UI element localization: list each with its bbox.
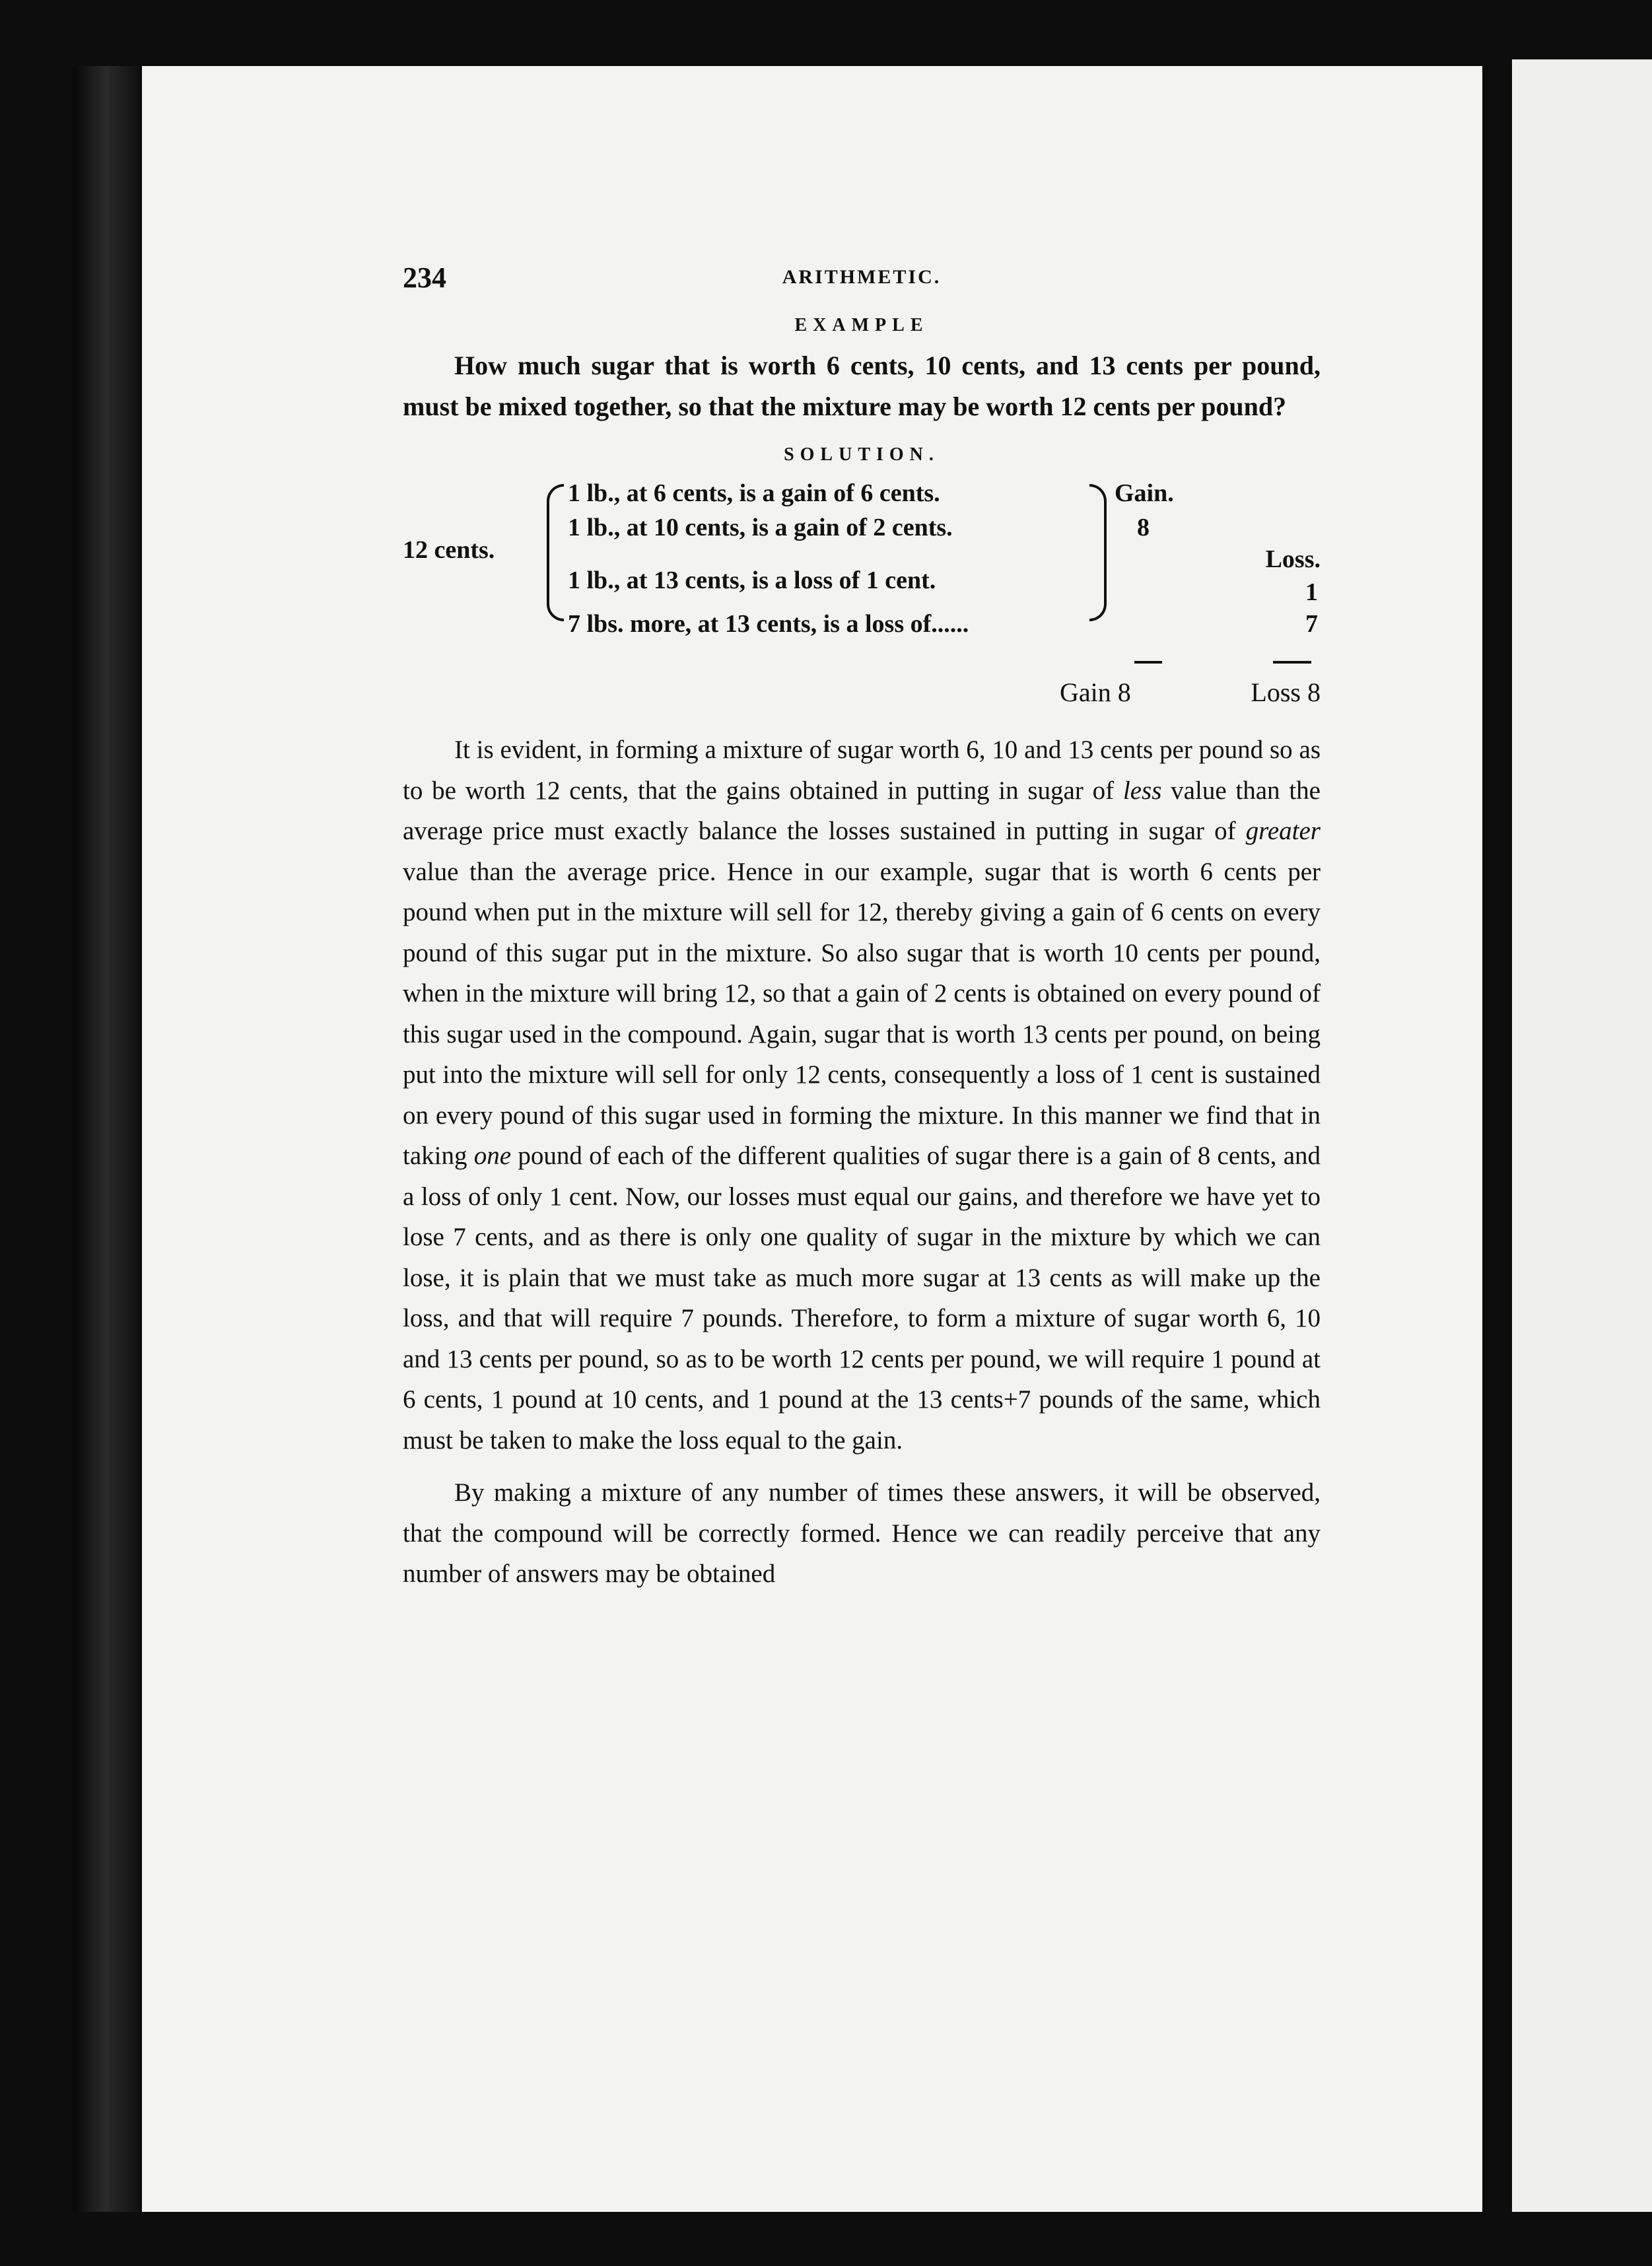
paragraph-1-part-4: pound of each of the different qualities of sugar there is a gain of 8 cents, and a loss of only 1 cent. Now, our losses must equal our gains, and therefore we have yet to lose 7 cents, and as there is only one quality of sugar in the mixture by which we can lose, it is plain that we must take as much more sugar at 13 cents as will make up the loss, and that will require 7 pounds. Therefore, to form a mixture of sugar worth 6, 10 and 13 cents per pound, so as to be worth 12 cents per pound, we will require 1 pound at 6 cents, 1 pound at 10 cents, and 1 pound at the 13 cents+7 pounds of the same, which must be taken to make the loss equal to the gain. (403, 1142, 1321, 1455)
loss-value-2: 7 (1305, 610, 1318, 638)
paragraph-1-italic-3: one (473, 1142, 512, 1170)
solution-block (403, 479, 1321, 769)
page-content (403, 261, 1321, 1595)
loss-label: Loss. (1265, 545, 1321, 573)
gain-total-rule (1134, 661, 1162, 664)
page-number: 234 (403, 261, 446, 294)
example-question: How much sugar that is worth 6 cents, 10 cents, and 13 cents per pound, must be mixed together, so that the mixture may be worth 12 cents per pound? (403, 351, 1321, 421)
facing-page-edge (1512, 59, 1652, 2212)
paragraph-1-part-2: value than the average price must exactly balance the losses sustained in putting in sugar of (403, 776, 1321, 845)
paragraph-2: By making a mixture of any number of times these answers, it will be observed, that the compound will be correctly formed. Hence we can readily perceive that any number of answers may be obtained (403, 1478, 1321, 1588)
loss-value-1: 1 (1305, 578, 1318, 606)
example-heading: EXAMPLE (794, 315, 929, 335)
book-spine (73, 66, 139, 2212)
solution-row-1: 1 lb., at 6 cents, is a gain of 6 cents. (568, 479, 940, 507)
paragraph-1-italic-2: greater (1245, 817, 1321, 845)
paragraph-1-italic-1: less (1122, 776, 1162, 805)
paragraph-1-part-1: It is evident, in forming a mixture of sugar worth 6, 10 and 13 cents per pound so as to be worth 12 cents, that the gains obtained in putting in sugar of (403, 736, 1321, 805)
paragraph-1-part-3: value than the average price. Hence in our example, sugar that is worth 6 cents per pound when put in the mixture will sell for 12, thereby giving a gain of 6 cents on every pound of this sugar put in the mixture. So also sugar that is worth 10 cents per pound, when in the mixture will bring 12, so that a gain of 2 cents is obtained on every pound of this sugar used in the compound. Again, sugar that is worth 13 cents per pound, on being put into the mixture will sell for only 12 cents, consequently a loss of 1 cent is sustained on every pound of this sugar used in forming the mixture. In this manner we find that in taking (403, 857, 1321, 1170)
running-head (403, 261, 1321, 307)
left-brace (547, 484, 564, 621)
paragraph-1 (403, 730, 1321, 1460)
total-loss: Loss 8 (1251, 677, 1321, 707)
gain-value: 8 (1137, 514, 1150, 541)
right-brace (1089, 484, 1107, 621)
solution-row-3: 1 lb., at 13 cents, is a loss of 1 cent. (568, 566, 936, 594)
body-text (403, 730, 1321, 1595)
solution-row-4: 7 lbs. more, at 13 cents, is a loss of...... (568, 610, 969, 638)
solution-row-2: 1 lb., at 10 cents, is a gain of 2 cents. (568, 514, 953, 541)
solution-heading: SOLUTION. (784, 444, 940, 465)
solution-left-label: 12 cents. (403, 536, 495, 564)
loss-total-rule (1273, 661, 1311, 664)
running-title: ARITHMETIC. (782, 266, 942, 288)
total-gain: Gain 8 (1060, 677, 1131, 707)
gain-label: Gain. (1115, 479, 1174, 507)
